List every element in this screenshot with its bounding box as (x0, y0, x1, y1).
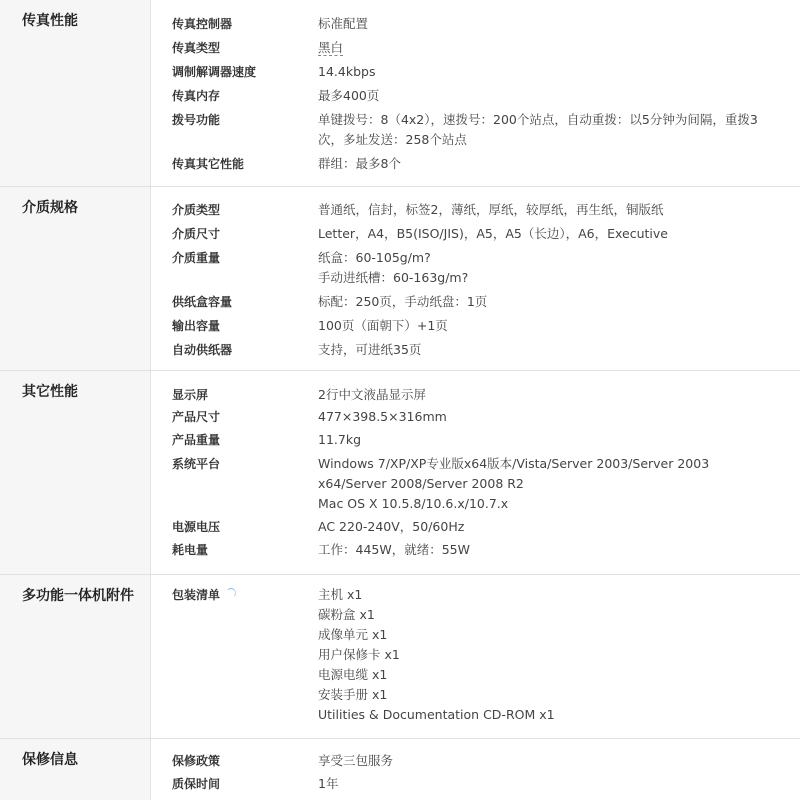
spec-value: 最多400页 (318, 88, 380, 103)
category-title: 多功能一体机附件 (22, 588, 134, 604)
category-title: 传真性能 (22, 13, 78, 29)
loading-spinner-icon (226, 588, 236, 598)
list-item: 电源电缆 x1 (318, 667, 388, 682)
spec-label: 传真控制器 (172, 17, 233, 31)
spec-label: 自动供纸器 (172, 343, 233, 357)
spec-value: 享受三包服务 (318, 753, 394, 768)
spec-label: 介质类型 (172, 203, 221, 217)
spec-label: 质保时间 (172, 777, 221, 791)
spec-value: 群组：最多8个 (318, 156, 401, 171)
spec-label: 保修政策 (172, 754, 221, 768)
spec-value: 工作：445W，就绪：55W (318, 542, 470, 557)
list-item: Utilities & Documentation CD-ROM x1 (318, 707, 555, 722)
spec-label: 输出容量 (172, 319, 221, 333)
spec-value: 2行中文液晶显示屏 (318, 387, 426, 402)
category-cell (0, 0, 151, 186)
spec-label: 系统平台 (172, 457, 221, 471)
spec-value: 标配：250页，手动纸盘：1页 (318, 294, 488, 309)
spec-value: 1年 (318, 776, 339, 791)
spec-value: Letter，A4，B5(ISO/JIS)，A5，A5（长边），A6，Executive (318, 226, 668, 241)
spec-label: 调制解调器速度 (172, 65, 257, 79)
section-other (0, 371, 800, 574)
list-item: 主机 x1 (318, 587, 363, 602)
list-item: 成像单元 x1 (318, 627, 388, 642)
fax-type-link[interactable]: 黑白 (318, 40, 344, 55)
spec-value: 11.7kg (318, 432, 362, 447)
spec-value: 477×398.5×316mm (318, 409, 447, 424)
spec-value: 14.4kbps (318, 64, 376, 79)
spec-value: 普通纸，信封，标签2，薄纸，厚纸，较厚纸，再生纸，铜版纸 (318, 202, 664, 217)
spec-label: 产品尺寸 (172, 410, 221, 424)
spec-value: 支持，可进纸35页 (318, 342, 422, 357)
section-fax (0, 0, 800, 186)
spec-label-text: 包装清单 (172, 588, 221, 602)
spec-value-line2: Mac OS X 10.5.8/10.6.x/10.7.x (318, 496, 509, 511)
list-item: 用户保修卡 x1 (318, 647, 400, 662)
spec-label: 供纸盒容量 (172, 295, 233, 309)
spec-label: 介质重量 (172, 251, 221, 265)
category-cell (0, 739, 151, 800)
spec-value: 标准配置 (318, 16, 369, 31)
spec-label: 电源电压 (172, 520, 221, 534)
section-accessories (0, 575, 800, 738)
category-cell (0, 371, 151, 574)
section-warranty (0, 739, 800, 800)
list-item: 安装手册 x1 (318, 687, 388, 702)
spec-value: AC 220-240V，50/60Hz (318, 519, 465, 534)
spec-value: 单键拨号：8（4x2），速拨号：200个站点，自动重拨：以5分钟为间隔，重拨3次，多址发送：258个站点 (318, 112, 758, 147)
spec-label: 传真其它性能 (172, 157, 245, 171)
spec-label (172, 585, 236, 605)
category-title: 其它性能 (22, 384, 78, 400)
spec-value: 纸盒：60-105g/m? (318, 250, 431, 265)
spec-label: 显示屏 (172, 388, 209, 402)
category-cell (0, 187, 151, 370)
spec-label: 耗电量 (172, 543, 209, 557)
spec-label: 介质尺寸 (172, 227, 221, 241)
spec-label: 传真内存 (172, 89, 221, 103)
category-title: 介质规格 (22, 200, 78, 216)
spec-value (318, 38, 800, 58)
spec-value (318, 585, 800, 725)
category-title: 保修信息 (22, 752, 78, 768)
category-cell (0, 575, 151, 738)
spec-label: 拨号功能 (172, 113, 221, 127)
section-media (0, 187, 800, 370)
list-item: 碳粉盒 x1 (318, 607, 375, 622)
spec-label: 产品重量 (172, 433, 221, 447)
spec-value: Windows 7/XP/XP专业版x64版本/Vista/Server 2003/Server 2003 x64/Server 2008/Server 2008 R2 (318, 456, 710, 491)
spec-value-line2: 手动进纸槽：60-163g/m? (318, 270, 469, 285)
spec-label: 传真类型 (172, 41, 221, 55)
spec-value: 100页（面朝下）+1页 (318, 318, 448, 333)
